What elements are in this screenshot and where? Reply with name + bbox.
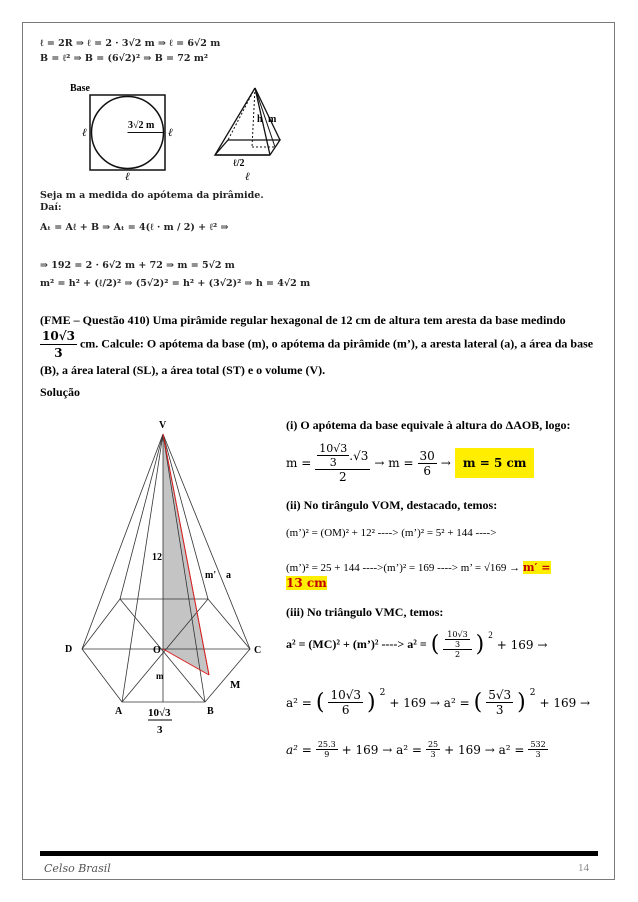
label-A: A — [115, 706, 123, 717]
problem-statement — [40, 312, 600, 378]
scan-line-7: m² = h² + (ℓ/2)² ⇒ (5√2)² = h² + (3√2)² ⇒ h = 4√2 m — [40, 278, 311, 289]
step1-arrow-2: → — [440, 456, 451, 470]
step3-l2-f1d: 6 — [341, 703, 350, 717]
problem-intro: (FME – Questão 410) Uma pirâmide regular hexagonal de 12 cm de altura tem aresta da base medindo — [40, 313, 566, 327]
step3-line3 — [286, 740, 606, 759]
edge-fraction — [40, 328, 77, 361]
step3-title: (iii) No triângulo VMC, temos: — [286, 605, 444, 619]
step1-lhs: m = — [286, 456, 312, 470]
problem-rest: cm. Calcule: O apótema da base (m), o apótema da pirâmide (m’), a aresta lateral (a), a área da base (B), a área lateral (SL), a área total (ST) e o volume (V). — [40, 336, 594, 377]
step3-sup1: 2 — [488, 630, 493, 640]
scan-line-6: ⇒ 192 = 2 · 6√2 m + 72 ⇒ m = 5√2 m — [40, 260, 235, 271]
step3-nested-num: 10√3 — [447, 630, 468, 639]
step3-l2-f2d: 3 — [495, 703, 504, 717]
step1-inner-den: 3 — [329, 456, 337, 469]
label-B: B — [207, 706, 214, 717]
step3-l3-f3d: 3 — [535, 750, 541, 759]
step1-equation — [286, 442, 606, 484]
step3-tail1: + 169 → — [496, 637, 548, 652]
scan-figures — [40, 80, 300, 182]
footer-author: Celso Brasil — [44, 862, 111, 875]
scan-line-2: B = ℓ² ⇒ B = (6√2)² ⇒ B = 72 m² — [40, 53, 209, 64]
edge-fraction-den: 3 — [54, 346, 63, 361]
label-C: C — [254, 645, 262, 656]
step3-l2-tail: + 169 → — [539, 695, 591, 710]
step2-result-part1: m′ = — [522, 561, 551, 574]
step1-title: (i) O apótema da base equivale à altura do ΔAOB, logo: — [286, 418, 571, 432]
step1-dot: .√3 — [349, 448, 369, 463]
label-height: 12 — [152, 552, 162, 563]
step3-l3-f1d: 9 — [324, 750, 330, 759]
step2-line2-text: (m’)² = 25 + 144 ---->(m’)² = 169 ----> m’ = √169 → — [286, 562, 521, 574]
step3-line1: a² = (MC)² + (m’)² ----> a² = ( $\frac{\frac{10√3}{3}}{2}$ ) $^2$ + 169 → — [286, 630, 548, 659]
side-label-bottom: ℓ — [125, 171, 130, 182]
pyramid-m-label: m — [268, 114, 277, 125]
step1-f2-num: 30 — [419, 448, 435, 463]
step3-l3-f1n: 25.3 — [317, 740, 336, 749]
label-m-prime: m' — [205, 570, 217, 581]
pyramid-l-label: ℓ — [245, 171, 250, 182]
step3-l3-b: + 169 → a² = — [341, 742, 422, 757]
step3-line1-text: a² = (MC)² + (m’)² ----> a² = — [286, 637, 427, 651]
step1-inner-num: 10√3 — [319, 442, 348, 455]
side-label-right: ℓ — [168, 127, 173, 139]
pyramid-h-label: h — [257, 114, 263, 125]
step1-big-fraction — [315, 442, 370, 484]
step3-l3-f2d: 3 — [430, 750, 436, 759]
step1-result: m = 5 cm — [455, 448, 535, 478]
step3-nested-fraction — [443, 630, 471, 659]
side-label-left: ℓ — [82, 127, 87, 139]
step2-title: (ii) No tirângulo VOM, destacado, temos: — [286, 498, 498, 512]
scan-line-3: Seja m a medida do apótema da pirâmide. — [40, 190, 264, 201]
step3-sup2: 2 — [379, 688, 386, 698]
scanned-solution-2 — [40, 190, 311, 290]
step3-l3-c: + 169 → a² = — [444, 742, 525, 757]
step3-l2-a: a² = — [286, 695, 312, 710]
step3-l3-f3n: 532 — [530, 740, 546, 749]
edge-fraction-num: 10√3 — [40, 328, 77, 345]
step1-fraction-2 — [418, 449, 437, 478]
step3-sup3: 2 — [529, 688, 536, 698]
footer-rule — [40, 851, 598, 856]
step1-den: 2 — [338, 470, 347, 484]
step3-l2-mid: + 169 → a² = — [389, 695, 470, 710]
pyramid-half-l: ℓ/2 — [233, 158, 245, 169]
step2-result-line — [286, 576, 606, 591]
label-V: V — [159, 420, 167, 431]
step2-line1: (m’)² = (OM)² + 12² ----> (m’)² = 5² + 144 ----> — [286, 527, 497, 539]
solution-label: Solução — [40, 385, 81, 399]
base-edge-num: 10√3 — [148, 707, 171, 719]
step1-arrow: → m = — [374, 456, 414, 470]
hex-pyramid-figure — [60, 412, 280, 742]
scan-line-4: Daí: — [40, 202, 62, 213]
step2-result-part2: 13 cm — [286, 576, 327, 590]
base-edge-den: 3 — [157, 724, 163, 736]
step3-l2-f2n: 5√3 — [488, 688, 512, 702]
step3-l3-f2n: 25 — [427, 740, 439, 749]
step2-line2 — [286, 561, 606, 574]
label-m: m — [156, 671, 164, 681]
base-label: Base — [70, 83, 90, 94]
step1-f2-den: 6 — [423, 463, 431, 478]
label-D: D — [65, 644, 73, 655]
step3-l2-f1n: 10√3 — [330, 688, 361, 702]
step3-nested-den2: 2 — [454, 650, 461, 659]
label-a: a — [226, 570, 231, 581]
step3-nested-den: 3 — [454, 640, 461, 649]
step3-line2: a² = ( $\frac{10√3}{6}$ ) $^2$ + 169 → a² = ( $\frac{5√3}{3}$ ) $^2$ + 169 → — [286, 688, 591, 717]
scan-line-5: Aₜ = Aℓ + B ⇒ Aₜ = 4(ℓ · m / 2) + ℓ² ⇒ — [40, 222, 229, 233]
scan-line-1: ℓ = 2R ⇒ ℓ = 2 · 3√2 m ⇒ ℓ = 6√2 m — [40, 38, 221, 49]
step3-l3-a: a² = — [286, 742, 312, 757]
label-M: M — [230, 679, 241, 691]
radius-label: 3√2 m — [128, 120, 155, 131]
page-number: 14 — [578, 862, 589, 874]
label-O: O — [153, 645, 161, 656]
